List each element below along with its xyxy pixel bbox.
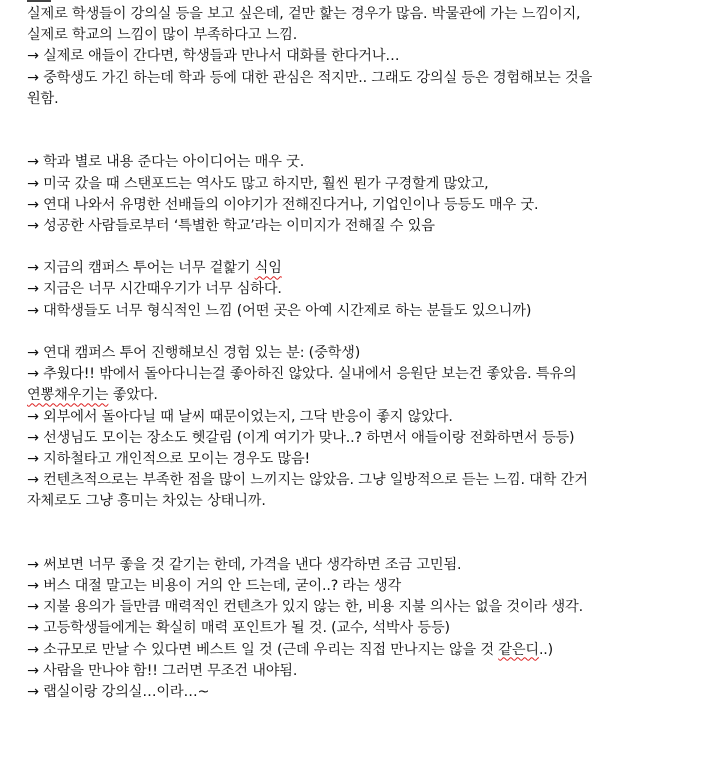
text-line: → 연대 나와서 유명한 선배들의 이야기가 전해진다거나, 기업인이나 등등도 매우 굿. bbox=[27, 196, 539, 213]
text-line: → 써보면 너무 좋을 것 같기는 한데, 가격을 낸다 생각하면 조금 고민됨. bbox=[27, 556, 462, 573]
page-top-edge-mark bbox=[27, 0, 51, 2]
paragraph-5 bbox=[27, 555, 699, 703]
document-body bbox=[27, 4, 699, 703]
text-line: → 버스 대절 말고는 비용이 거의 안 드는데, 굳이..? 라는 생각 bbox=[27, 578, 402, 595]
paragraph-1 bbox=[27, 4, 699, 110]
text-line: → 미국 갔을 때 스탠포드는 역사도 많고 하지만, 훨씬 뭔가 구경할게 많았고, bbox=[27, 175, 489, 192]
spellcheck-underline: 같은디 bbox=[498, 641, 539, 658]
text-line: 원함. bbox=[27, 90, 59, 107]
text-line: → 지하철타고 개인적으로 모이는 경우도 많음! bbox=[27, 450, 311, 467]
spellcheck-underline: 연뽕채우기는 bbox=[27, 387, 109, 404]
text-line: → 지금은 너무 시간때우기가 너무 심하다. bbox=[27, 281, 282, 298]
text-line: 실제로 학생들이 강의실 등을 보고 싶은데, 겉만 핥는 경우가 많음. 박물관에 가는 느낌이지, bbox=[27, 6, 581, 22]
text-line: → 대학생들도 너무 형식적인 느낌 (어떤 곳은 아예 시간제로 하는 분들도 있으니까) bbox=[27, 302, 532, 319]
text-line: 자체로도 그냥 흥미는 차있는 상태니까. bbox=[27, 493, 266, 510]
text-line: → 실제로 애들이 간다면, 학생들과 만나서 대화를 한다거나… bbox=[27, 48, 400, 65]
text-line: → 고등학생들에게는 확실히 매력 포인트가 될 것. (교수, 석박사 등등) bbox=[27, 620, 450, 637]
text-line: → 소규모로 만날 수 있다면 베스트 일 것 (근데 우리는 직접 만나지는 않을 것 같은디..) bbox=[27, 641, 554, 658]
text-line: → 지불 용의가 들만큼 매력적인 컨텐츠가 있지 않는 한, 비용 지불 의사는 없을 것이라 생각. bbox=[27, 599, 583, 616]
text-line: → 중학생도 가긴 하는데 학과 등에 대한 관심은 적지만.. 그래도 강의실 등은 경험해보는 것을 bbox=[27, 69, 593, 86]
text-line: → 컨텐츠적으로는 부족한 점을 많이 느끼지는 않았음. 그냥 일방적으로 듣는 느낌. 대학 간거 bbox=[27, 472, 588, 489]
blank-line bbox=[27, 322, 699, 343]
text-line: 실제로 학교의 느낌이 많이 부족하다고 느낌. bbox=[27, 27, 298, 44]
spellcheck-underline: 식임 bbox=[254, 260, 282, 277]
blank-lines bbox=[27, 513, 699, 555]
text-line: → 랩실이랑 강의실…이라…~ bbox=[27, 684, 210, 701]
text-line: → 연대 캠퍼스 투어 진행해보신 경험 있는 분: (중학생) bbox=[27, 345, 361, 362]
text-line: → 선생님도 모이는 장소도 헷갈림 (이게 여기가 맞나..? 하면서 애들이랑 전화하면서 등등) bbox=[27, 429, 575, 446]
paragraph-3 bbox=[27, 258, 699, 322]
blank-lines bbox=[27, 110, 699, 152]
text-line: → 학과 별로 내용 준다는 아이디어는 매우 굿. bbox=[27, 154, 305, 171]
text-line: 연뽕채우기는 좋았다. bbox=[27, 387, 158, 404]
text-line: → 사람을 만나야 함!! 그러면 무조건 내야됨. bbox=[27, 662, 298, 679]
blank-line bbox=[27, 237, 699, 258]
text-line: → 지금의 캠퍼스 투어는 너무 겉핥기 식임 bbox=[27, 260, 282, 277]
paragraph-4 bbox=[27, 343, 699, 513]
text-line: → 성공한 사람들로부터 ‘특별한 학교’라는 이미지가 전해질 수 있음 bbox=[27, 217, 435, 234]
text-line: → 외부에서 돌아다닐 때 날씨 때문이었는지, 그닥 반응이 좋지 않았다. bbox=[27, 408, 453, 425]
text-line: → 추웠다!! 밖에서 돌아다니는걸 좋아하진 않았다. 실내에서 응원단 보는건 좋았음. 특유의 bbox=[27, 366, 577, 383]
paragraph-2 bbox=[27, 152, 699, 237]
